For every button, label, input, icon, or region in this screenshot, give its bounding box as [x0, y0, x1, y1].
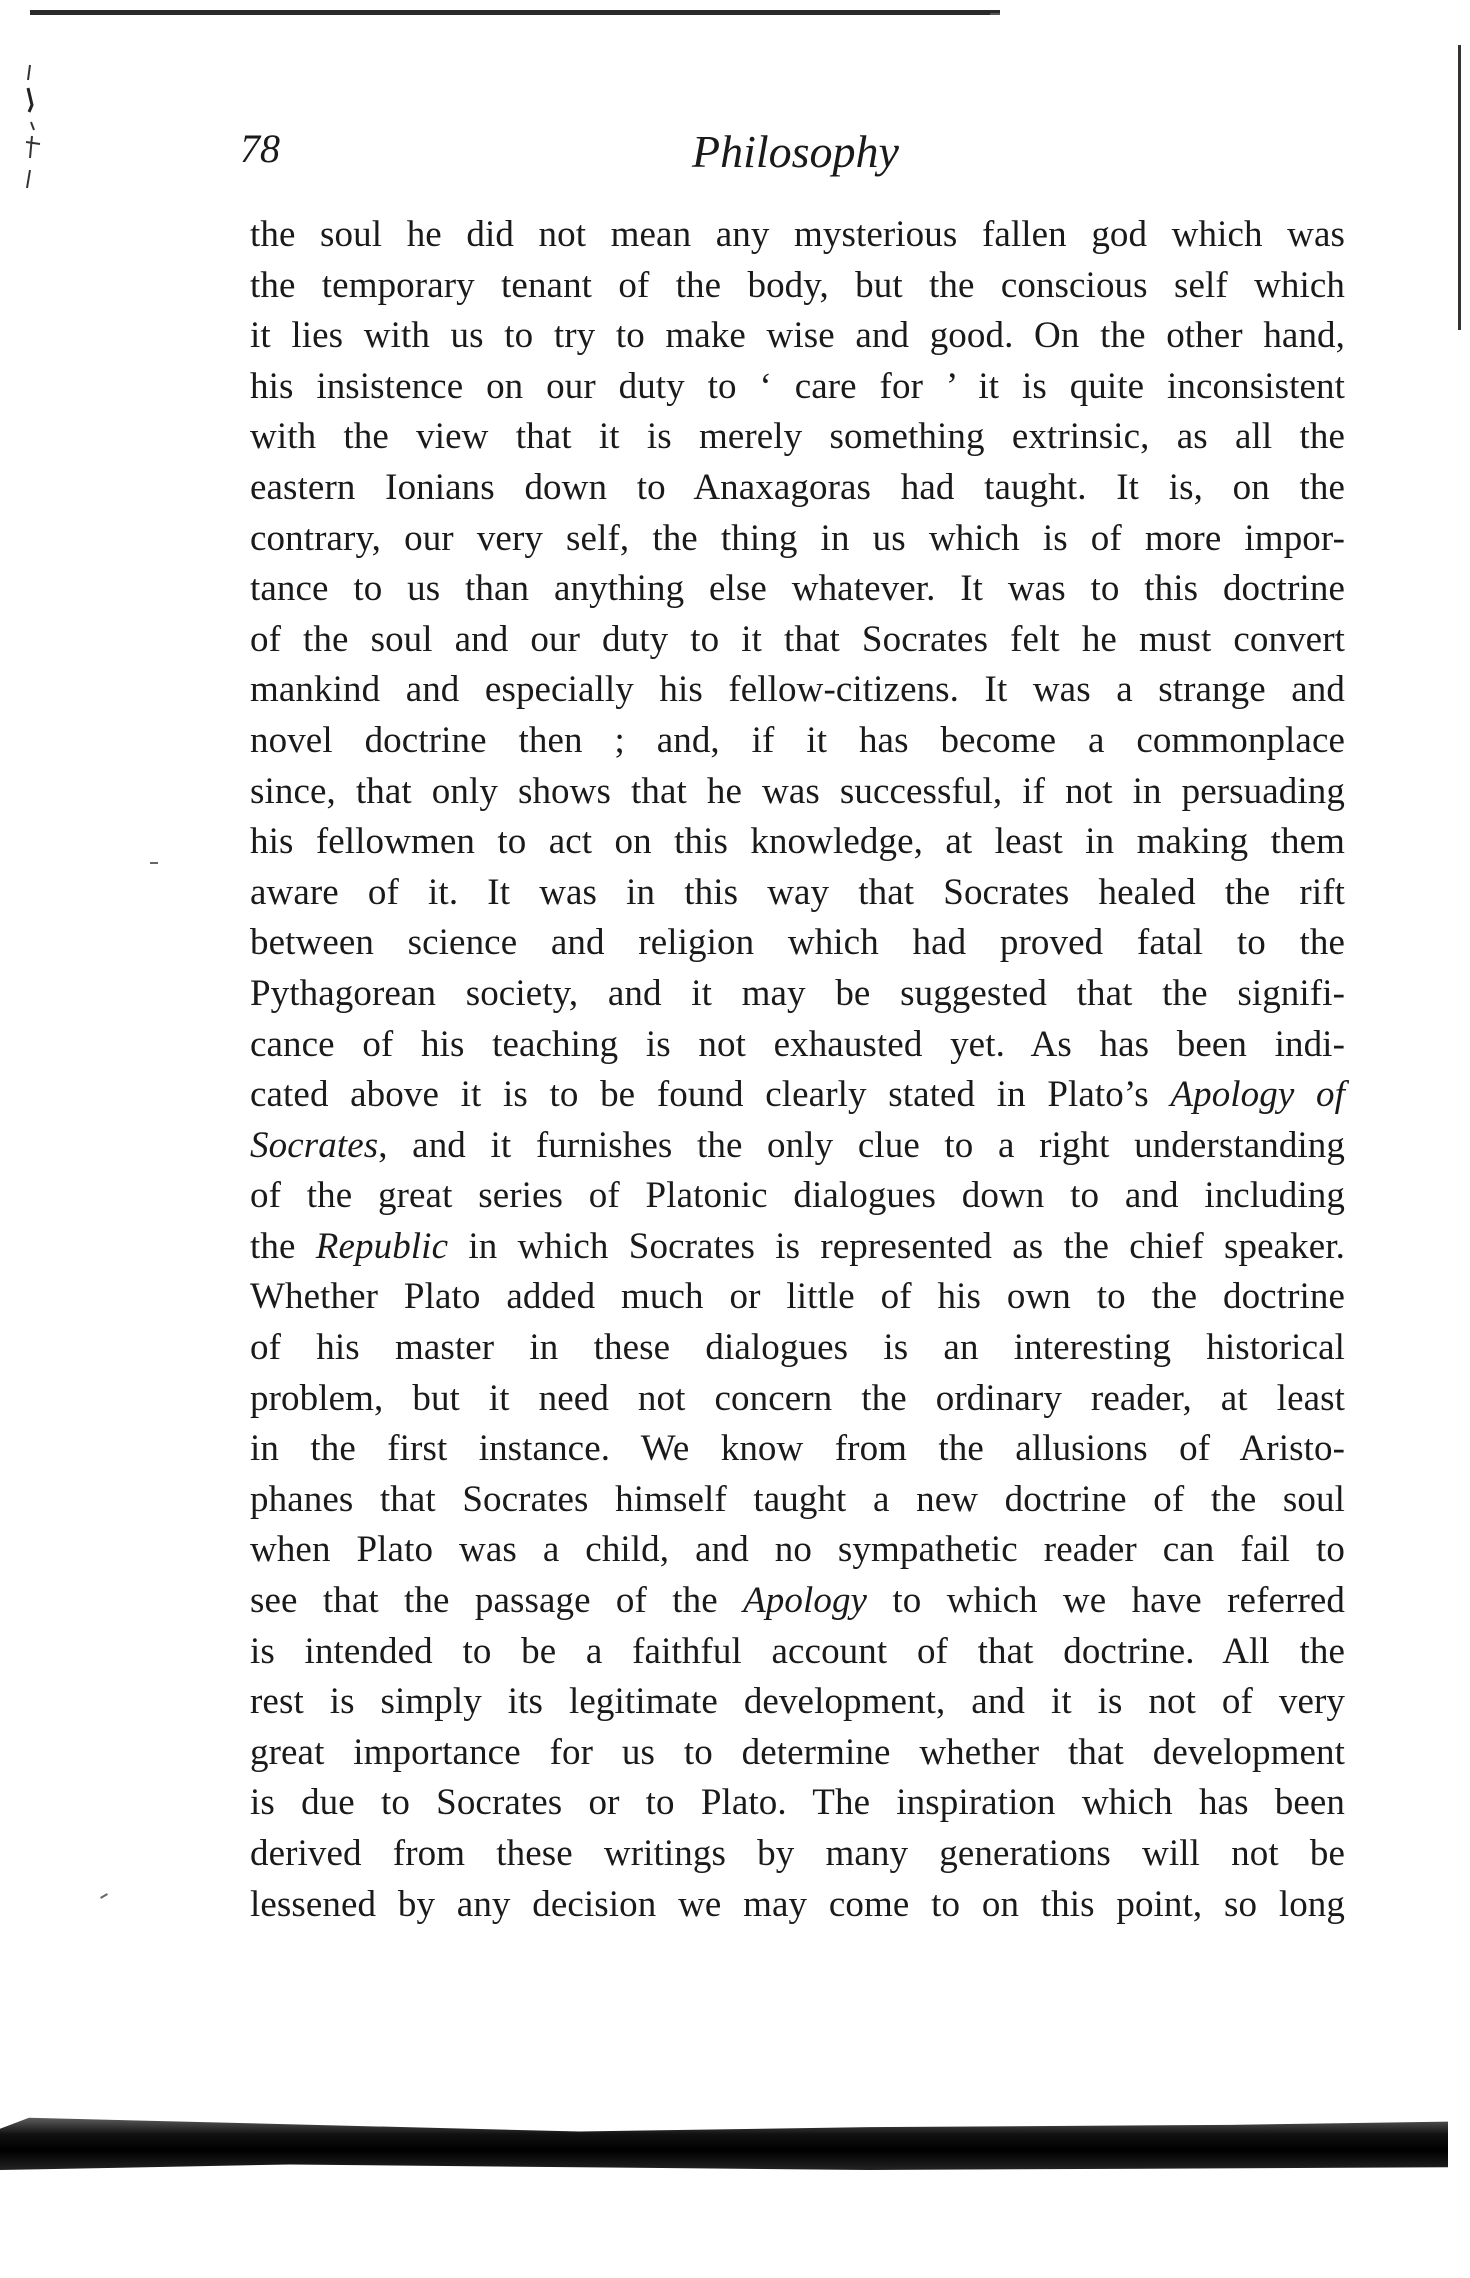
top-page-edge-rule — [30, 10, 1000, 15]
body-text — [250, 210, 1345, 1930]
text-line: is intended to be a faithful account of that doctrine. All the — [250, 1630, 1345, 1672]
text-run: cated above it is to be found clearly stated in Plato’s — [250, 1074, 1171, 1116]
text-line — [250, 1070, 1345, 1121]
text-line: problem, but it need not concern the ordinary reader, at least — [250, 1377, 1345, 1419]
text-line: his fellowmen to act on this knowledge, at least in making them — [250, 821, 1345, 863]
text-line: with the view that it is merely something extrinsic, as all the — [250, 416, 1345, 458]
text-line: aware of it. It was in this way that Socrates healed the rift — [250, 871, 1345, 913]
text-line — [250, 1222, 1345, 1273]
text-line: contrary, our very self, the thing in us which is of more impor- — [250, 517, 1345, 559]
running-title: Philosophy — [692, 126, 899, 177]
stray-mark-left — [150, 862, 158, 864]
page-number: 78 — [240, 126, 280, 171]
scan-bottom-shadow — [0, 2115, 1448, 2170]
text-line: eastern Ionians down to Anaxagoras had taught. It is, on the — [250, 466, 1345, 508]
text-line: when Plato was a child, and no sympathetic reader can fail to — [250, 1529, 1345, 1571]
text-line: of the great series of Platonic dialogues down to and including — [250, 1175, 1345, 1217]
text-line: of the soul and our duty to it that Socrates felt he must convert — [250, 618, 1345, 660]
text-line: Whether Plato added much or little of his own to the doctrine — [250, 1276, 1345, 1318]
text-line: novel doctrine then ; and, if it has become a commonplace — [250, 719, 1345, 761]
italic-title: Apology of — [1170, 1074, 1345, 1116]
text-run: to which we have referred — [867, 1580, 1345, 1622]
text-line: phanes that Socrates himself taught a new doctrine of the soul — [250, 1478, 1345, 1520]
stray-mark-lower-left — [100, 1893, 108, 1899]
text-line: the temporary tenant of the body, but the conscious self which — [250, 264, 1345, 306]
text-run: , and it furnishes the only clue to a right understanding — [378, 1124, 1345, 1166]
text-line: cance of his teaching is not exhausted yet. As has been indi- — [250, 1023, 1345, 1065]
italic-title: Apology — [743, 1580, 868, 1622]
italic-title: Republic — [315, 1225, 449, 1267]
text-line: of his master in these dialogues is an interesting historical — [250, 1327, 1345, 1369]
right-page-edge-mark — [1458, 45, 1461, 330]
text-line: his insistence on our duty to ‘ care for ’ it is quite inconsistent — [250, 365, 1345, 407]
text-line: mankind and especially his fellow-citizens. It was a strange and — [250, 669, 1345, 711]
margin-scribble — [18, 60, 48, 210]
text-run: in which Socrates is represented as the chief speaker. — [448, 1225, 1345, 1267]
text-line — [250, 1121, 1345, 1172]
text-run: see that the passage of the — [250, 1580, 744, 1622]
text-line — [250, 1576, 1345, 1627]
text-line: derived from these writings by many generations will not be — [250, 1833, 1345, 1874]
text-line: since, that only shows that he was successful, if not in persuading — [250, 770, 1345, 812]
running-head — [240, 125, 940, 185]
text-line: lessened by any decision we may come to on this point, so long — [250, 1883, 1345, 1925]
text-line: between science and religion which had proved fatal to the — [250, 922, 1345, 964]
text-line: rest is simply its legitimate development, and it is not of very — [250, 1681, 1345, 1723]
text-line: in the first instance. We know from the allusions of Aristo- — [250, 1428, 1345, 1470]
italic-title: Socrates — [250, 1124, 379, 1166]
text-line: it lies with us to try to make wise and good. On the other hand, — [250, 315, 1345, 357]
text-line: the soul he did not mean any mysterious fallen god which was — [250, 214, 1345, 255]
text-line: is due to Socrates or to Plato. The inspiration which has been — [250, 1782, 1345, 1824]
text-line: Pythagorean society, and it may be suggested that the signifi- — [250, 972, 1345, 1014]
text-run: the — [250, 1225, 316, 1267]
text-line: tance to us than anything else whatever. It was to this doctrine — [250, 568, 1345, 610]
text-line: great importance for us to determine whether that development — [250, 1731, 1345, 1773]
top-page-edge-rule-end — [990, 13, 1000, 15]
